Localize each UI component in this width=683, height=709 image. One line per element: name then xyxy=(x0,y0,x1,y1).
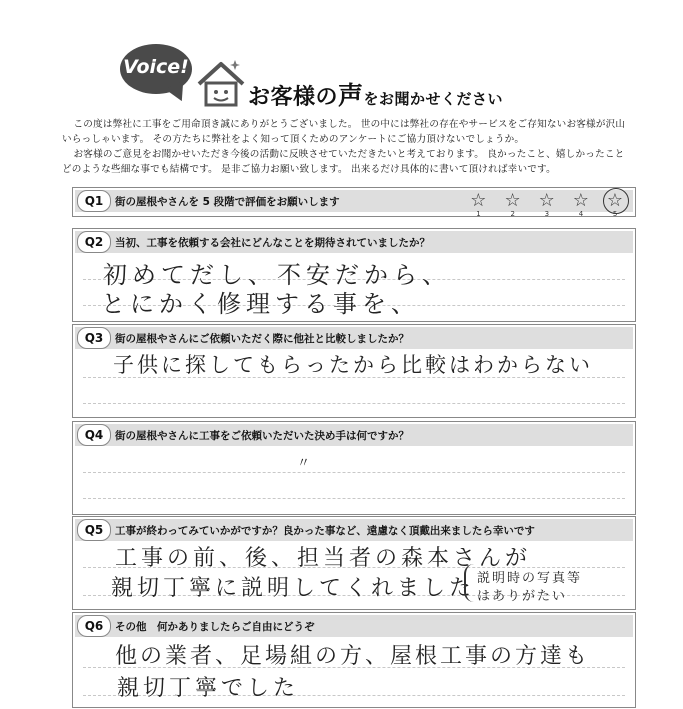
question-text: 工事が終わってみていかがですか？良かった事など、遠慮なく頂戴出来ましたら幸いです xyxy=(115,524,535,537)
header xyxy=(0,0,683,115)
answer-note: はありがたい xyxy=(477,589,568,604)
question-4 xyxy=(72,421,636,515)
title-prefix: お客様の xyxy=(248,85,339,110)
question-header xyxy=(75,327,633,349)
question-text: その他 何かありましたらご自由にどうぞ xyxy=(115,620,315,633)
question-header xyxy=(75,190,633,218)
question-badge: Q3 xyxy=(77,327,111,349)
voice-badge-text: Voice! xyxy=(123,56,189,78)
question-badge: Q2 xyxy=(77,231,111,253)
intro-text xyxy=(62,117,632,177)
note-brace xyxy=(464,564,476,602)
answer-rule xyxy=(83,498,625,499)
answer-rule xyxy=(83,472,625,473)
question-header xyxy=(75,424,633,446)
question-badge: Q6 xyxy=(77,615,111,637)
house-icon xyxy=(195,58,247,108)
question-text: 街の屋根やさんに工事をご依頼いただいた決め手は何ですか？ xyxy=(115,429,409,442)
question-text: 当初、工事を依頼する会社にどんなことを期待されていましたか？ xyxy=(115,236,430,249)
question-badge: Q4 xyxy=(77,424,111,446)
question-header xyxy=(75,615,633,637)
answer-line: 子供に探してもらったから比較はわからない xyxy=(113,353,593,377)
answer-line: 初めてだし、不安だから、 xyxy=(103,261,451,289)
intro-paragraph-1: この度は弊社に工事をご用命頂き誠にありがとうございました。 世の中には弊社の存在やサービスをご存知ないお客様が沢山いらっしゃいます。 その方たちに弊社をよく知って頂くためのアンケートにご協力頂けないでしょうか。 xyxy=(62,119,626,145)
answer-ditto: 〃 xyxy=(297,456,313,471)
question-badge: Q5 xyxy=(77,519,111,541)
selection-circle xyxy=(603,188,629,214)
title-main: 声 xyxy=(338,81,364,110)
answer-rule xyxy=(83,403,625,404)
intro-paragraph-2: お客様のご意見をお聞かせいただき今後の活動に反映させていただきたいと考えております。 良かったこと、嬉しかったことどのような些細な事でも結構です。 是非ご協力お願い致します。 出来るだけ具体的に書いて頂ければ幸いです。 xyxy=(62,149,625,175)
question-3 xyxy=(72,324,636,418)
star-icon[interactable]: ☆ 3 xyxy=(538,190,555,218)
answer-line: 親切丁寧に説明してくれました xyxy=(111,576,476,601)
rating-stars xyxy=(470,190,623,218)
answer-line: 親切丁寧でした xyxy=(117,676,300,701)
title-suffix: をお聞かせください xyxy=(363,90,504,108)
star-icon-selected[interactable]: ☆ 5 xyxy=(607,192,623,210)
answer-line: 他の業者、足場組の方、屋根工事の方達も xyxy=(115,644,591,669)
page-title xyxy=(248,76,503,112)
question-6 xyxy=(72,612,636,708)
question-badge: Q1 xyxy=(77,190,111,212)
question-header xyxy=(75,231,633,253)
answer-line: とにかく修理する事を、 xyxy=(101,290,420,318)
star-icon[interactable]: ☆ 1 xyxy=(470,190,487,218)
answer-note: 説明時の写真等 xyxy=(477,571,583,586)
question-1 xyxy=(72,187,636,217)
question-header xyxy=(75,519,633,541)
question-5 xyxy=(72,516,636,610)
answer-line: 工事の前、後、担当者の森本さんが xyxy=(115,546,532,571)
star-icon[interactable]: ☆ 4 xyxy=(572,190,589,218)
question-text: 街の屋根やさんを 5 段階で評価をお願いします xyxy=(115,195,340,208)
star-icon[interactable]: ☆ 2 xyxy=(504,190,521,218)
question-2 xyxy=(72,228,636,322)
question-text: 街の屋根やさんにご依頼いただく際に他社と比較しましたか？ xyxy=(115,332,409,345)
